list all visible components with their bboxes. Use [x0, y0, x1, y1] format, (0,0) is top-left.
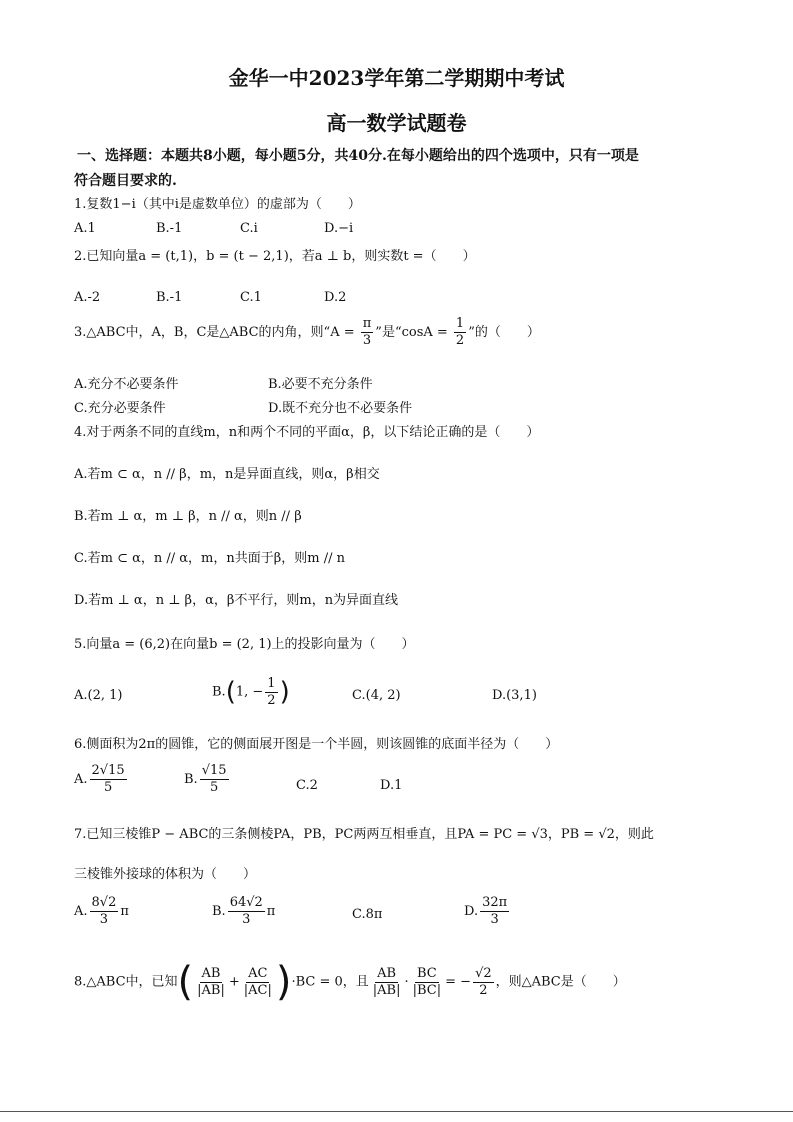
question-7-stem: 7.已知三棱锥P − ABC的三条侧棱PA，PB，PC两两互相垂直，且PA = PC = √3，PB = √2，则此 [74, 827, 654, 842]
q2-option-a: A.-2 [74, 290, 101, 305]
question-2-stem: 2.已知向量a = (t,1)，b = (t − 2,1)，若a ⊥ b，则实数t =（ ） [74, 249, 476, 264]
q6-opta-den: 5 [103, 780, 113, 795]
q6-optb-num: √15 [201, 763, 227, 778]
q8-abs-ab-2: |AB| [372, 982, 401, 998]
question-3-stem [74, 316, 540, 350]
q4-option-b: B.若m ⊥ α，m ⊥ β，n // α，则n // β [74, 509, 302, 524]
q8-val-den: 2 [479, 982, 488, 998]
q1-option-d: D.−i [324, 221, 354, 236]
q6-option-a-fraction [90, 763, 127, 796]
q8-stem-mid: ·BC = 0，且 [291, 974, 369, 990]
q7-option-b-fraction [228, 895, 265, 928]
q7-option-b-tail: π [266, 904, 276, 919]
question-7-stem-cont: 三棱锥外接球的体积为（ ） [74, 867, 257, 882]
q3-fraction-pi-over-3 [361, 316, 374, 349]
q3-frac2-den: 2 [455, 333, 465, 348]
q5-optb-den: 2 [267, 692, 276, 708]
q8-unit-vector-ab-2 [371, 966, 403, 999]
q2-option-d: D.2 [324, 290, 347, 305]
q4-option-d: D.若m ⊥ α，n ⊥ β，α，β不平行，则m，n为异面直线 [74, 593, 399, 608]
q8-left-paren: ( [177, 959, 194, 1005]
section-heading: 一、选择题：本题共8小题，每小题5分，共40分.在每小题给出的四个选项中，只有一项是 [77, 148, 639, 164]
q7-optd-num: 32π [482, 895, 508, 910]
q3-option-a: A.充分不必要条件 [74, 377, 179, 392]
q8-vec-ab: AB [201, 965, 221, 981]
q3-stem-prefix: 3.△ABC中，A，B，C是△ABC的内角，则“A = [74, 325, 359, 340]
q8-value-fraction [473, 966, 494, 999]
q7-opta-num: 8√2 [91, 895, 117, 910]
q6-opta-num: 2√15 [91, 763, 125, 778]
exam-title: 金华一中2023学年第二学期期中考试 [228, 66, 565, 90]
q7-optb-num: 64√2 [229, 895, 263, 910]
q7-option-a-fraction [90, 895, 119, 928]
q7-option-d [464, 895, 511, 928]
q3-fraction-half [454, 316, 466, 349]
q8-stem-suffix: ，则△ABC是（ ） [495, 974, 626, 990]
exam-subtitle: 高一数学试题卷 [326, 111, 467, 135]
question-1-stem: 1.复数1−i（其中i是虚数单位）的虚部为（ ） [74, 197, 361, 212]
q2-option-b: B.-1 [156, 290, 183, 305]
q8-right-paren: ) [275, 959, 292, 1005]
q1-option-c: C.i [240, 221, 258, 236]
q8-abs-ab: |AB| [197, 982, 225, 998]
q6-option-b-fraction [200, 763, 229, 796]
q8-vec-ab-2: AB [377, 965, 397, 981]
q6-option-b-label: B. [184, 772, 198, 787]
q5-right-paren: ) [279, 677, 290, 707]
q3-frac1-den: 3 [362, 333, 372, 348]
q7-option-b [212, 895, 275, 928]
question-6-stem: 6.侧面积为2π的圆锥，它的侧面展开图是一个半圆，则该圆锥的底面半径为（ ） [74, 737, 559, 752]
q8-val-num: √2 [475, 965, 492, 981]
q8-stem-prefix: 8.△ABC中，已知 [74, 974, 178, 990]
q7-optb-den: 3 [242, 912, 251, 927]
question-4-stem: 4.对于两条不同的直线m，n和两个不同的平面α，β，以下结论正确的是（ ） [74, 425, 540, 440]
question-8-stem: 8.△ABC中，已知( $\frac{AB}{|AB|}$ + $\frac{AC}{|AC|}$ )·BC = 0，且 $\frac{AB}{|AB|}$ · $\frac{BC}{|BC|}$ = − $\frac{√2}{2}$ ，则△ABC是（ ） [74, 959, 626, 1005]
page-bottom-rule [0, 1111, 793, 1112]
q5-optb-num: 1 [267, 675, 276, 691]
q6-option-c: C.2 [296, 778, 318, 793]
q3-frac2-num: 1 [455, 316, 465, 331]
q7-optd-den: 3 [490, 912, 499, 927]
q5-option-a: A.(2, 1) [74, 688, 123, 703]
q7-option-c: C.8π [352, 907, 383, 922]
question-5-stem: 5.向量a = (6,2)在向量b = (2, 1)上的投影向量为（ ） [74, 637, 415, 652]
q5-option-d: D.(3,1) [492, 688, 537, 703]
q7-option-a-tail: π [120, 904, 129, 919]
q3-option-b: B.必要不充分条件 [268, 377, 373, 392]
q3-option-d: D.既不充分也不必要条件 [268, 401, 413, 416]
q7-option-b-label: B. [212, 904, 226, 919]
q3-stem-mid: ”是“cosA = [375, 325, 452, 340]
q5-option-b-label: B. [212, 684, 226, 700]
q5-left-paren: ( [225, 677, 236, 707]
q5-option-c: C.(4, 2) [352, 688, 401, 703]
q3-frac1-num: π [362, 316, 372, 331]
q8-vec-ac: AC [248, 965, 268, 981]
q7-option-d-fraction [480, 895, 509, 928]
q1-option-b: B.-1 [156, 221, 183, 236]
q7-option-d-label: D. [464, 904, 479, 919]
q5-option-b-fraction [265, 676, 277, 709]
q8-vec-bc: BC [417, 965, 437, 981]
q5-option-b-prefix: 1, − [235, 684, 264, 700]
q5-option-b [212, 674, 290, 711]
q6-option-a [74, 763, 129, 796]
q7-opta-den: 3 [99, 912, 109, 927]
q7-option-a-label: A. [74, 904, 88, 919]
q2-option-c: C.1 [240, 290, 262, 305]
q6-option-b [184, 763, 231, 796]
section-heading-cont: 符合题目要求的. [74, 173, 177, 189]
q8-eq-sign: = − [445, 974, 472, 990]
q6-optb-den: 5 [209, 780, 219, 795]
q6-option-a-label: A. [74, 772, 88, 787]
q3-option-c: C.充分必要条件 [74, 401, 166, 416]
q8-unit-vector-bc [411, 966, 444, 999]
q8-unit-vector-ac [242, 966, 274, 999]
q4-option-a: A.若m ⊂ α，n // β，m，n是异面直线，则α，β相交 [74, 467, 380, 482]
q7-option-a [74, 895, 129, 928]
q1-option-a: A.1 [74, 221, 96, 236]
q8-unit-vector-ab [195, 966, 227, 999]
q8-abs-bc: |BC| [412, 982, 442, 998]
q6-option-d: D.1 [380, 778, 403, 793]
q3-stem-suffix: ”的（ ） [468, 325, 540, 340]
q4-option-c: C.若m ⊂ α，n // α，m，n共面于β，则m // n [74, 551, 345, 566]
q8-abs-ac: |AC| [243, 982, 272, 998]
